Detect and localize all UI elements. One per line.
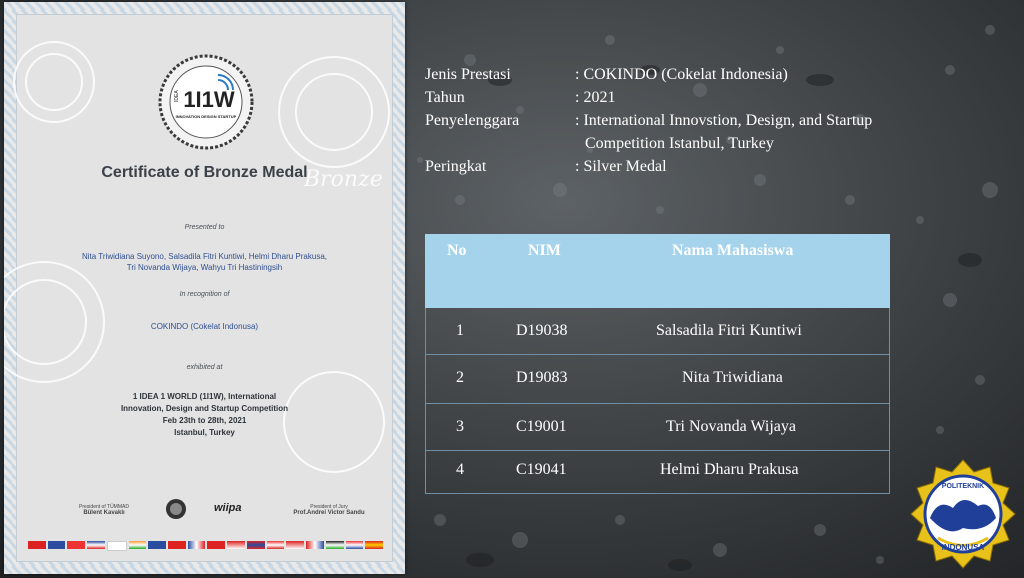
signature-left (59, 504, 149, 516)
cell-nama: Salsadila Fitri Kuntiwi (656, 322, 802, 339)
flag-icon (207, 541, 225, 549)
peringkat-value: : Silver Medal (575, 158, 667, 175)
signature-left-name: Bülent Kavaklı (83, 510, 125, 516)
logo-text: 1I1W (183, 87, 235, 112)
jenis-prestasi-value: : COKINDO (Cokelat Indonesia) (575, 66, 788, 83)
flag-icon (107, 541, 127, 551)
header-no: No (447, 242, 467, 259)
names-line-1: Nita Triwidiana Suyono, Salsadila Fitri Kuntiwi, Helmi Dharu Prakusa, (82, 252, 327, 261)
flag-icon (247, 541, 265, 549)
cell-nim: D19038 (516, 322, 568, 339)
table-header (425, 234, 890, 308)
cell-no: 4 (456, 461, 464, 478)
table-row (425, 355, 890, 404)
cell-nama: Nita Triwidiana (682, 369, 783, 386)
flag-icon (227, 541, 245, 549)
logo-side: IDEA (174, 90, 180, 102)
flag-icon (306, 541, 324, 549)
signature-right-role: President of Jury (310, 504, 348, 510)
flag-icon (129, 541, 147, 549)
exhibited-label: exhibited at (186, 364, 223, 371)
project-name: COKINDO (Cokelat Indonusa) (150, 322, 259, 331)
penyelenggara-label: Penyelenggara (425, 112, 520, 129)
flag-icon (87, 541, 105, 549)
flag-icon (28, 541, 46, 549)
table-row (425, 308, 890, 355)
cell-nama: Tri Novanda Wijaya (666, 418, 797, 435)
tahun-value: : 2021 (575, 89, 616, 106)
recognition-label: In recognition of (179, 291, 230, 298)
flag-icon (346, 541, 364, 549)
flag-icon (286, 541, 304, 549)
header-nama: Nama Mahasiswa (672, 242, 794, 259)
logo-sub: INNOVATION DESIGN STARTUP (175, 114, 237, 119)
event-date: Feb 23th to 28th, 2021 (162, 416, 247, 425)
flag-icon (48, 541, 66, 549)
cell-no: 1 (456, 322, 464, 339)
tahun-label: Tahun (425, 89, 465, 106)
cell-nim: C19001 (516, 418, 567, 435)
jenis-prestasi-label: Jenis Prestasi (425, 66, 511, 83)
flag-icon (148, 541, 166, 549)
country-flags (28, 541, 383, 549)
presented-to: Presented to (184, 224, 225, 231)
cell-no: 2 (456, 369, 464, 386)
cell-no: 3 (456, 418, 464, 435)
flag-icon (188, 541, 206, 549)
peringkat-label: Peringkat (425, 158, 487, 175)
signature-left-role: President of TÜMMAD (79, 504, 129, 510)
achievement-info (425, 64, 985, 184)
penyelenggara-value-2: Competition Istanbul, Turkey (585, 135, 774, 152)
signature-right (274, 504, 384, 516)
flag-icon (267, 541, 285, 549)
names-line-2: Tri Novanda Wijaya, Wahyu Tri Hastiningsih (126, 263, 283, 272)
wiipa-logo: wiipa (214, 502, 242, 514)
certificate-watermark: Bronze (304, 167, 383, 192)
emblem-top-text: POLITEKNIK (941, 483, 985, 490)
certificate-image (4, 2, 405, 574)
cell-nim: D19083 (516, 369, 568, 386)
table-row (425, 404, 890, 451)
signature-right-name: Prof.Andrei Victor Sandu (293, 510, 365, 516)
flag-icon (67, 541, 85, 549)
1i1w-logo (156, 52, 256, 152)
seal-icon (164, 497, 189, 522)
flag-icon (326, 541, 344, 549)
cell-nama: Helmi Dharu Prakusa (660, 461, 799, 478)
flag-icon (365, 541, 383, 549)
flag-icon (168, 541, 186, 549)
penyelenggara-value-1: : International Innovstion, Design, and Startup (575, 112, 873, 129)
event-line-2: Innovation, Design and Startup Competition (120, 404, 289, 413)
table-row (425, 451, 890, 494)
emblem-bottom-text: INDONUSA (941, 543, 985, 552)
certificate-title: Certificate of Bronze Medal (101, 164, 308, 181)
header-nim: NIM (528, 242, 561, 259)
event-location: Istanbul, Turkey (174, 428, 235, 437)
cell-nim: C19041 (516, 461, 567, 478)
event-line-1: 1 IDEA 1 WORLD (1I1W), International (132, 392, 277, 401)
politeknik-indonusa-logo (908, 458, 1018, 570)
